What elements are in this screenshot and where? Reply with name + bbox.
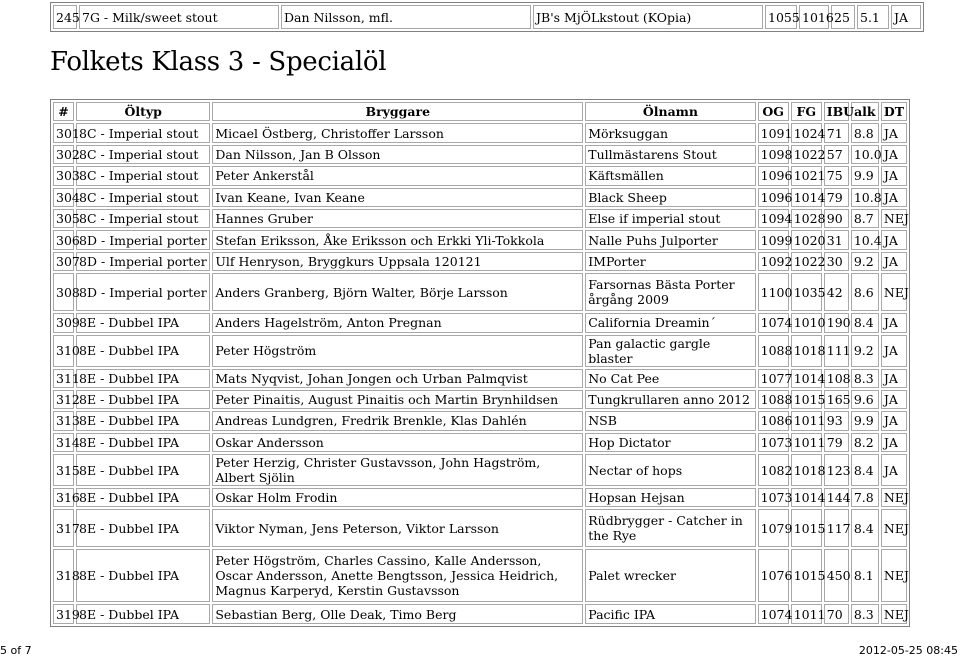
cell-alk: 9.2 bbox=[851, 252, 879, 271]
table-row bbox=[53, 209, 907, 228]
cell-alk: 8.4 bbox=[851, 454, 879, 486]
cell-fg: 1014 bbox=[791, 369, 822, 388]
cell-og: 1055 bbox=[765, 5, 797, 29]
cell-brewer: Ulf Henryson, Bryggkurs Uppsala 120121 bbox=[212, 252, 583, 271]
cell-beer-type: 8E - Dubbel IPA bbox=[76, 549, 210, 602]
cell-number: 304 bbox=[53, 188, 74, 207]
cell-fg: 1028 bbox=[791, 209, 822, 228]
cell-number: 301 bbox=[53, 123, 74, 142]
cell-alk: 10.0 bbox=[851, 145, 879, 164]
cell-alk: 9.9 bbox=[851, 166, 879, 185]
cell-number: 313 bbox=[53, 411, 74, 430]
cell-number: 317 bbox=[53, 509, 74, 547]
cell-dt: NEJ bbox=[881, 549, 907, 602]
cell-brewer: Anders Granberg, Björn Walter, Börje Larsson bbox=[212, 273, 583, 311]
cell-brewer: Oskar Andersson bbox=[212, 433, 583, 452]
header-og: OG bbox=[758, 102, 789, 121]
cell-beer-name: Hopsan Hejsan bbox=[585, 488, 755, 507]
cell-beer-name: IMPorter bbox=[585, 252, 755, 271]
cell-fg: 1011 bbox=[791, 604, 822, 623]
cell-brewer: Ivan Keane, Ivan Keane bbox=[212, 188, 583, 207]
cell-fg: 1011 bbox=[791, 433, 822, 452]
cell-og: 1074 bbox=[758, 604, 789, 623]
cell-number: 312 bbox=[53, 390, 74, 409]
cell-og: 1077 bbox=[758, 369, 789, 388]
cell-ibu: 31 bbox=[824, 230, 849, 249]
cell-fg: 1022 bbox=[791, 252, 822, 271]
cell-beer-type: 8E - Dubbel IPA bbox=[76, 488, 210, 507]
table-row bbox=[53, 230, 907, 249]
cell-fg: 1011 bbox=[791, 411, 822, 430]
page-number: 5 of 7 bbox=[0, 644, 32, 657]
cell-beer-name: Tullmästarens Stout bbox=[585, 145, 755, 164]
cell-beer-name: No Cat Pee bbox=[585, 369, 755, 388]
cell-brewer: Micael Östberg, Christoffer Larsson bbox=[212, 123, 583, 142]
header-alk: alk bbox=[851, 102, 879, 121]
cell-number: 315 bbox=[53, 454, 74, 486]
cell-beer-name: California Dreamin´ bbox=[585, 313, 755, 332]
cell-brewer: Peter Högström bbox=[212, 335, 583, 367]
cell-ibu: 165 bbox=[824, 390, 849, 409]
cell-ibu: 90 bbox=[824, 209, 849, 228]
cell-ibu: 30 bbox=[824, 252, 849, 271]
cell-ibu: 79 bbox=[824, 188, 849, 207]
cell-beer-name: Nalle Puhs Julporter bbox=[585, 230, 755, 249]
cell-dt: JA bbox=[881, 433, 907, 452]
cell-og: 1073 bbox=[758, 488, 789, 507]
cell-beer-type: 8C - Imperial stout bbox=[76, 188, 210, 207]
table-row bbox=[53, 188, 907, 207]
cell-dt: JA bbox=[881, 390, 907, 409]
cell-og: 1098 bbox=[758, 145, 789, 164]
table-row bbox=[53, 335, 907, 367]
cell-dt: JA bbox=[881, 335, 907, 367]
cell-beer-name: Mörksuggan bbox=[585, 123, 755, 142]
cell-og: 1082 bbox=[758, 454, 789, 486]
table-row bbox=[53, 145, 907, 164]
cell-ibu: 42 bbox=[824, 273, 849, 311]
cell-beer-type: 8D - Imperial porter bbox=[76, 230, 210, 249]
cell-beer-type: 8E - Dubbel IPA bbox=[76, 509, 210, 547]
cell-fg: 1022 bbox=[791, 145, 822, 164]
cell-brewer: Peter Ankerstål bbox=[212, 166, 583, 185]
cell-beer-type: 8D - Imperial porter bbox=[76, 273, 210, 311]
cell-fg: 1015 bbox=[791, 549, 822, 602]
cell-fg: 1018 bbox=[791, 454, 822, 486]
cell-beer-name: Black Sheep bbox=[585, 188, 755, 207]
cell-brewer: Stefan Eriksson, Åke Eriksson och Erkki Yli-Tokkola bbox=[212, 230, 583, 249]
table-row bbox=[53, 454, 907, 486]
cell-ibu: 70 bbox=[824, 604, 849, 623]
cell-fg: 1035 bbox=[791, 273, 822, 311]
table-row bbox=[53, 5, 921, 29]
cell-fg: 1014 bbox=[791, 188, 822, 207]
cell-og: 1088 bbox=[758, 335, 789, 367]
cell-og: 1091 bbox=[758, 123, 789, 142]
cell-ibu: 71 bbox=[824, 123, 849, 142]
cell-alk: 8.1 bbox=[851, 549, 879, 602]
cell-dt: JA bbox=[881, 313, 907, 332]
cell-og: 1096 bbox=[758, 188, 789, 207]
cell-fg: 1021 bbox=[791, 166, 822, 185]
cell-beer-name: Nectar of hops bbox=[585, 454, 755, 486]
cell-brewer: Anders Hagelström, Anton Pregnan bbox=[212, 313, 583, 332]
cell-dt: JA bbox=[881, 252, 907, 271]
cell-brewer: Sebastian Berg, Olle Deak, Timo Berg bbox=[212, 604, 583, 623]
cell-beer-name: Farsornas Bästa Porter årgång 2009 bbox=[585, 273, 755, 311]
cell-number: 306 bbox=[53, 230, 74, 249]
cell-alk: 7.8 bbox=[851, 488, 879, 507]
cell-beer-type: 8E - Dubbel IPA bbox=[76, 390, 210, 409]
cell-alk: 8.2 bbox=[851, 433, 879, 452]
table-row bbox=[53, 166, 907, 185]
cell-number: 310 bbox=[53, 335, 74, 367]
cell-ibu: 108 bbox=[824, 369, 849, 388]
cell-ibu: 144 bbox=[824, 488, 849, 507]
table-row bbox=[53, 273, 907, 311]
cell-alk: 9.9 bbox=[851, 411, 879, 430]
table-row bbox=[53, 411, 907, 430]
cell-fg: 1024 bbox=[791, 123, 822, 142]
cell-beer-name: Pan galactic gargle blaster bbox=[585, 335, 755, 367]
cell-number: 316 bbox=[53, 488, 74, 507]
cell-og: 1096 bbox=[758, 166, 789, 185]
table-row bbox=[53, 549, 907, 602]
cell-ibu: 25 bbox=[831, 5, 855, 29]
cell-beer-name: JB's MjÖLkstout (KOpia) bbox=[533, 5, 763, 29]
special-beer-table bbox=[50, 99, 910, 627]
cell-alk: 8.7 bbox=[851, 209, 879, 228]
cell-fg: 1020 bbox=[791, 230, 822, 249]
cell-beer-name: Pacific IPA bbox=[585, 604, 755, 623]
cell-dt: JA bbox=[881, 123, 907, 142]
cell-brewer: Hannes Gruber bbox=[212, 209, 583, 228]
cell-dt: NEJ bbox=[881, 273, 907, 311]
cell-brewer: Peter Herzig, Christer Gustavsson, John Hagström, Albert Sjölin bbox=[212, 454, 583, 486]
cell-beer-name: Palet wrecker bbox=[585, 549, 755, 602]
cell-alk: 9.2 bbox=[851, 335, 879, 367]
cell-ibu: 190 bbox=[824, 313, 849, 332]
cell-fg: 1015 bbox=[791, 390, 822, 409]
header-number: # bbox=[53, 102, 74, 121]
cell-og: 1100 bbox=[758, 273, 789, 311]
cell-alk: 8.4 bbox=[851, 313, 879, 332]
cell-beer-type: 7G - Milk/sweet stout bbox=[79, 5, 279, 29]
cell-dt: JA bbox=[881, 230, 907, 249]
cell-fg: 1014 bbox=[791, 488, 822, 507]
cell-brewer: Mats Nyqvist, Johan Jongen och Urban Palmqvist bbox=[212, 369, 583, 388]
table-row bbox=[53, 390, 907, 409]
cell-dt: JA bbox=[881, 411, 907, 430]
cell-og: 1074 bbox=[758, 313, 789, 332]
cell-fg: 1010 bbox=[791, 313, 822, 332]
table-row bbox=[53, 433, 907, 452]
table-row bbox=[53, 313, 907, 332]
cell-fg: 1015 bbox=[791, 509, 822, 547]
cell-dt: JA bbox=[881, 166, 907, 185]
cell-dt: JA bbox=[881, 145, 907, 164]
cell-alk: 10.4 bbox=[851, 230, 879, 249]
header-beer-name: Ölnamn bbox=[585, 102, 755, 121]
cell-brewer: Dan Nilsson, Jan B Olsson bbox=[212, 145, 583, 164]
cell-beer-type: 8E - Dubbel IPA bbox=[76, 369, 210, 388]
cell-beer-name: Rüdbrygger - Catcher in the Rye bbox=[585, 509, 755, 547]
cell-dt: JA bbox=[881, 369, 907, 388]
cell-alk: 5.1 bbox=[857, 5, 889, 29]
table-body bbox=[53, 123, 907, 623]
cell-beer-type: 8C - Imperial stout bbox=[76, 209, 210, 228]
cell-og: 1094 bbox=[758, 209, 789, 228]
cell-beer-type: 8E - Dubbel IPA bbox=[76, 411, 210, 430]
cell-ibu: 117 bbox=[824, 509, 849, 547]
cell-number: 302 bbox=[53, 145, 74, 164]
table-row bbox=[53, 509, 907, 547]
cell-beer-type: 8E - Dubbel IPA bbox=[76, 433, 210, 452]
cell-fg: 1016 bbox=[799, 5, 829, 29]
table-row bbox=[53, 604, 907, 623]
cell-number: 314 bbox=[53, 433, 74, 452]
cell-ibu: 57 bbox=[824, 145, 849, 164]
table-row bbox=[53, 369, 907, 388]
cell-dt: JA bbox=[881, 188, 907, 207]
cell-og: 1088 bbox=[758, 390, 789, 409]
cell-beer-name: Hop Dictator bbox=[585, 433, 755, 452]
table-row bbox=[53, 123, 907, 142]
header-ibu: IBU bbox=[824, 102, 849, 121]
cell-alk: 9.6 bbox=[851, 390, 879, 409]
cell-dt: NEJ bbox=[881, 209, 907, 228]
cell-ibu: 450 bbox=[824, 549, 849, 602]
cell-beer-name: NSB bbox=[585, 411, 755, 430]
table-row bbox=[53, 488, 907, 507]
cell-number: 319 bbox=[53, 604, 74, 623]
cell-beer-type: 8C - Imperial stout bbox=[76, 123, 210, 142]
cell-ibu: 75 bbox=[824, 166, 849, 185]
cell-dt: NEJ bbox=[881, 488, 907, 507]
header-fg: FG bbox=[791, 102, 822, 121]
cell-og: 1079 bbox=[758, 509, 789, 547]
header-brewer: Bryggare bbox=[212, 102, 583, 121]
cell-number: 311 bbox=[53, 369, 74, 388]
cell-alk: 8.3 bbox=[851, 369, 879, 388]
cell-number: 245 bbox=[53, 5, 77, 29]
cell-beer-type: 8E - Dubbel IPA bbox=[76, 454, 210, 486]
cell-alk: 10.8 bbox=[851, 188, 879, 207]
cell-alk: 8.6 bbox=[851, 273, 879, 311]
header-dt: DT bbox=[881, 102, 907, 121]
cell-beer-type: 8E - Dubbel IPA bbox=[76, 313, 210, 332]
cell-og: 1086 bbox=[758, 411, 789, 430]
cell-ibu: 79 bbox=[824, 433, 849, 452]
cell-number: 308 bbox=[53, 273, 74, 311]
print-timestamp: 2012-05-25 08:45 bbox=[858, 644, 958, 657]
cell-brewer: Andreas Lundgren, Fredrik Brenkle, Klas Dahlén bbox=[212, 411, 583, 430]
cell-number: 305 bbox=[53, 209, 74, 228]
section-title: Folkets Klass 3 - Specialöl bbox=[50, 47, 387, 77]
cell-dt: JA bbox=[891, 5, 921, 29]
cell-beer-name: Else if imperial stout bbox=[585, 209, 755, 228]
cell-beer-type: 8E - Dubbel IPA bbox=[76, 604, 210, 623]
cell-beer-type: 8C - Imperial stout bbox=[76, 145, 210, 164]
cell-dt: JA bbox=[881, 454, 907, 486]
cell-brewer: Dan Nilsson, mfl. bbox=[281, 5, 531, 29]
cell-number: 309 bbox=[53, 313, 74, 332]
header-beer-type: Öltyp bbox=[76, 102, 210, 121]
table-row bbox=[53, 252, 907, 271]
previous-class-table bbox=[50, 2, 924, 32]
cell-og: 1076 bbox=[758, 549, 789, 602]
cell-number: 303 bbox=[53, 166, 74, 185]
header-row bbox=[53, 102, 907, 121]
cell-dt: NEJ bbox=[881, 604, 907, 623]
cell-alk: 8.3 bbox=[851, 604, 879, 623]
cell-beer-name: Käftsmällen bbox=[585, 166, 755, 185]
cell-brewer: Peter Pinaitis, August Pinaitis och Martin Brynhildsen bbox=[212, 390, 583, 409]
cell-og: 1092 bbox=[758, 252, 789, 271]
cell-number: 318 bbox=[53, 549, 74, 602]
cell-number: 307 bbox=[53, 252, 74, 271]
cell-beer-name: Tungkrullaren anno 2012 bbox=[585, 390, 755, 409]
cell-brewer: Peter Högström, Charles Cassino, Kalle Andersson, Oscar Andersson, Anette Bengtsson, Jessica Heidrich, Magnus Karperyd, Kerstin Gustavsson bbox=[212, 549, 583, 602]
cell-ibu: 111 bbox=[824, 335, 849, 367]
cell-og: 1099 bbox=[758, 230, 789, 249]
cell-beer-type: 8D - Imperial porter bbox=[76, 252, 210, 271]
cell-alk: 8.4 bbox=[851, 509, 879, 547]
cell-og: 1073 bbox=[758, 433, 789, 452]
cell-ibu: 123 bbox=[824, 454, 849, 486]
cell-ibu: 93 bbox=[824, 411, 849, 430]
cell-beer-type: 8E - Dubbel IPA bbox=[76, 335, 210, 367]
cell-brewer: Viktor Nyman, Jens Peterson, Viktor Larsson bbox=[212, 509, 583, 547]
cell-alk: 8.8 bbox=[851, 123, 879, 142]
cell-fg: 1018 bbox=[791, 335, 822, 367]
cell-dt: NEJ bbox=[881, 509, 907, 547]
cell-beer-type: 8C - Imperial stout bbox=[76, 166, 210, 185]
cell-brewer: Oskar Holm Frodin bbox=[212, 488, 583, 507]
